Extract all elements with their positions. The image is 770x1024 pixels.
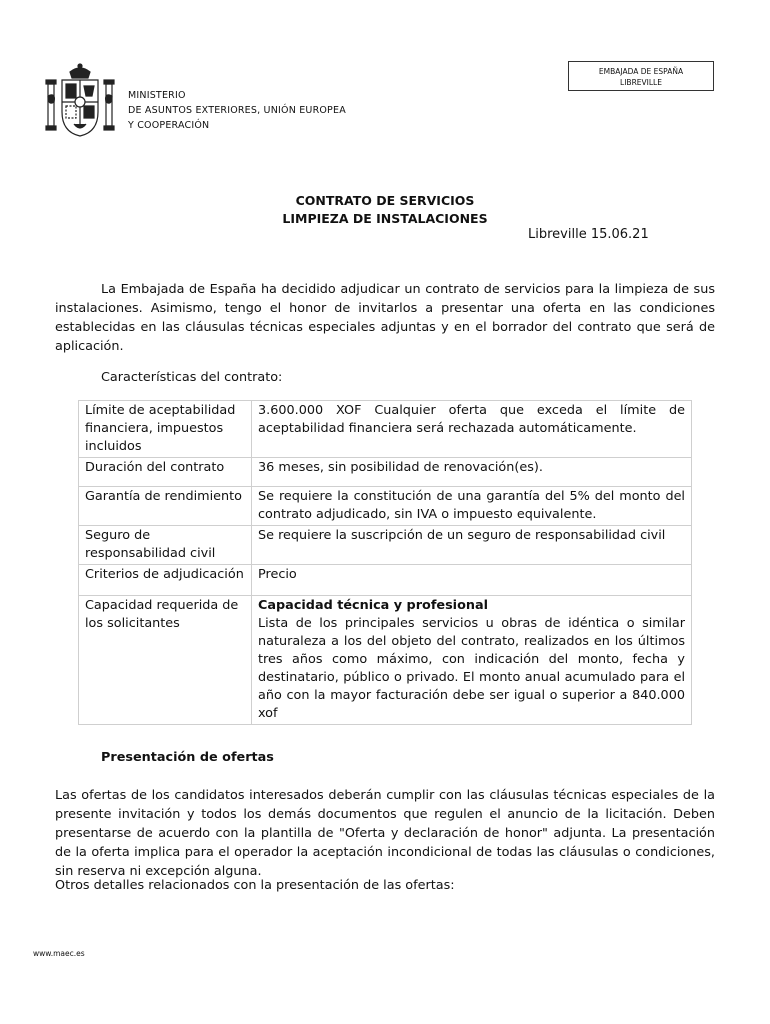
document-title-line-1: CONTRATO DE SERVICIOS [295, 193, 475, 208]
offers-paragraph: Las ofertas de los candidatos interesados deberán cumplir con las cláusulas técnicas especiales de la presente invitación y todos los demás documentos que regulen el anuncio de la licitación. Deben presentarse de acuerdo con la plantilla de "Oferta y declaración de honor" adjunta. La presentación de la oferta implica para el operador la aceptación incondicional de todas las cláusulas o condiciones, sin reserva ni excepción alguna. [55, 788, 715, 879]
table-value: Se requiere la constitución de una garantía del 5% del monto del contrato adjudicado, sin IVA o impuesto equivalente. [252, 487, 692, 526]
ministry-line-3: Y COOPERACIÓN [128, 120, 210, 131]
table-key: Seguro de responsabilidad civil [79, 526, 252, 565]
table-key: Capacidad requerida de los solicitantes [79, 596, 252, 725]
table-key: Criterios de adjudicación [79, 565, 252, 596]
table-value-heading: Capacidad técnica y profesional [258, 598, 488, 613]
ministry-line-1: MINISTERIO [128, 90, 186, 101]
table-value: 36 meses, sin posibilidad de renovación(es). [252, 458, 692, 487]
document-date: Libreville 15.06.21 [528, 227, 649, 242]
table-value: 3.600.000 XOF Cualquier oferta que exceda el límite de aceptabilidad financiera será rechazada automáticamente. [252, 401, 692, 458]
embassy-stamp [568, 61, 714, 91]
ministry-name [128, 88, 346, 133]
table-row [79, 487, 692, 526]
table-row [79, 596, 692, 725]
spain-coat-of-arms-icon [44, 62, 116, 138]
offers-other-details: Otros detalles relacionados con la presentación de las ofertas: [55, 878, 455, 893]
contract-characteristics-table [78, 400, 692, 725]
embassy-line-1: EMBAJADA DE ESPAÑA [598, 67, 684, 76]
table-value: Se requiere la suscripción de un seguro de responsabilidad civil [252, 526, 692, 565]
table-row [79, 526, 692, 565]
table-value: Precio [252, 565, 692, 596]
intro-paragraph: La Embajada de España ha decidido adjudicar un contrato de servicios para la limpieza de sus instalaciones. Asimismo, tengo el honor de invitarlos a presentar una oferta en las condiciones establecidas en las cláusulas técnicas especiales adjuntas y en el borrador del contrato que será de aplicación. [55, 282, 715, 354]
ministry-line-2: DE ASUNTOS EXTERIORES, UNIÓN EUROPEA [128, 105, 346, 116]
document-title-line-2: LIMPIEZA DE INSTALACIONES [282, 211, 488, 226]
footer-url: www.maec.es [33, 949, 85, 958]
table-key: Duración del contrato [79, 458, 252, 487]
table-value-cell [252, 596, 692, 725]
characteristics-heading: Características del contrato: [101, 370, 283, 385]
table-key: Límite de aceptabilidad financiera, impuestos incluidos [79, 401, 252, 458]
embassy-line-2: LIBREVILLE [620, 78, 662, 87]
offers-heading: Presentación de ofertas [101, 750, 274, 765]
table-key: Garantía de rendimiento [79, 487, 252, 526]
table-row [79, 401, 692, 458]
table-value: Lista de los principales servicios u obras de idéntica o similar naturaleza a los del objeto del contrato, realizados en los últimos tres años como máximo, con indicación del monto, fecha y destinatario, público o privado. El monto anual acumulado para el año con la mayor facturación debe ser igual o superior a 840.000 xof [258, 616, 685, 721]
table-row [79, 458, 692, 487]
table-row [79, 565, 692, 596]
